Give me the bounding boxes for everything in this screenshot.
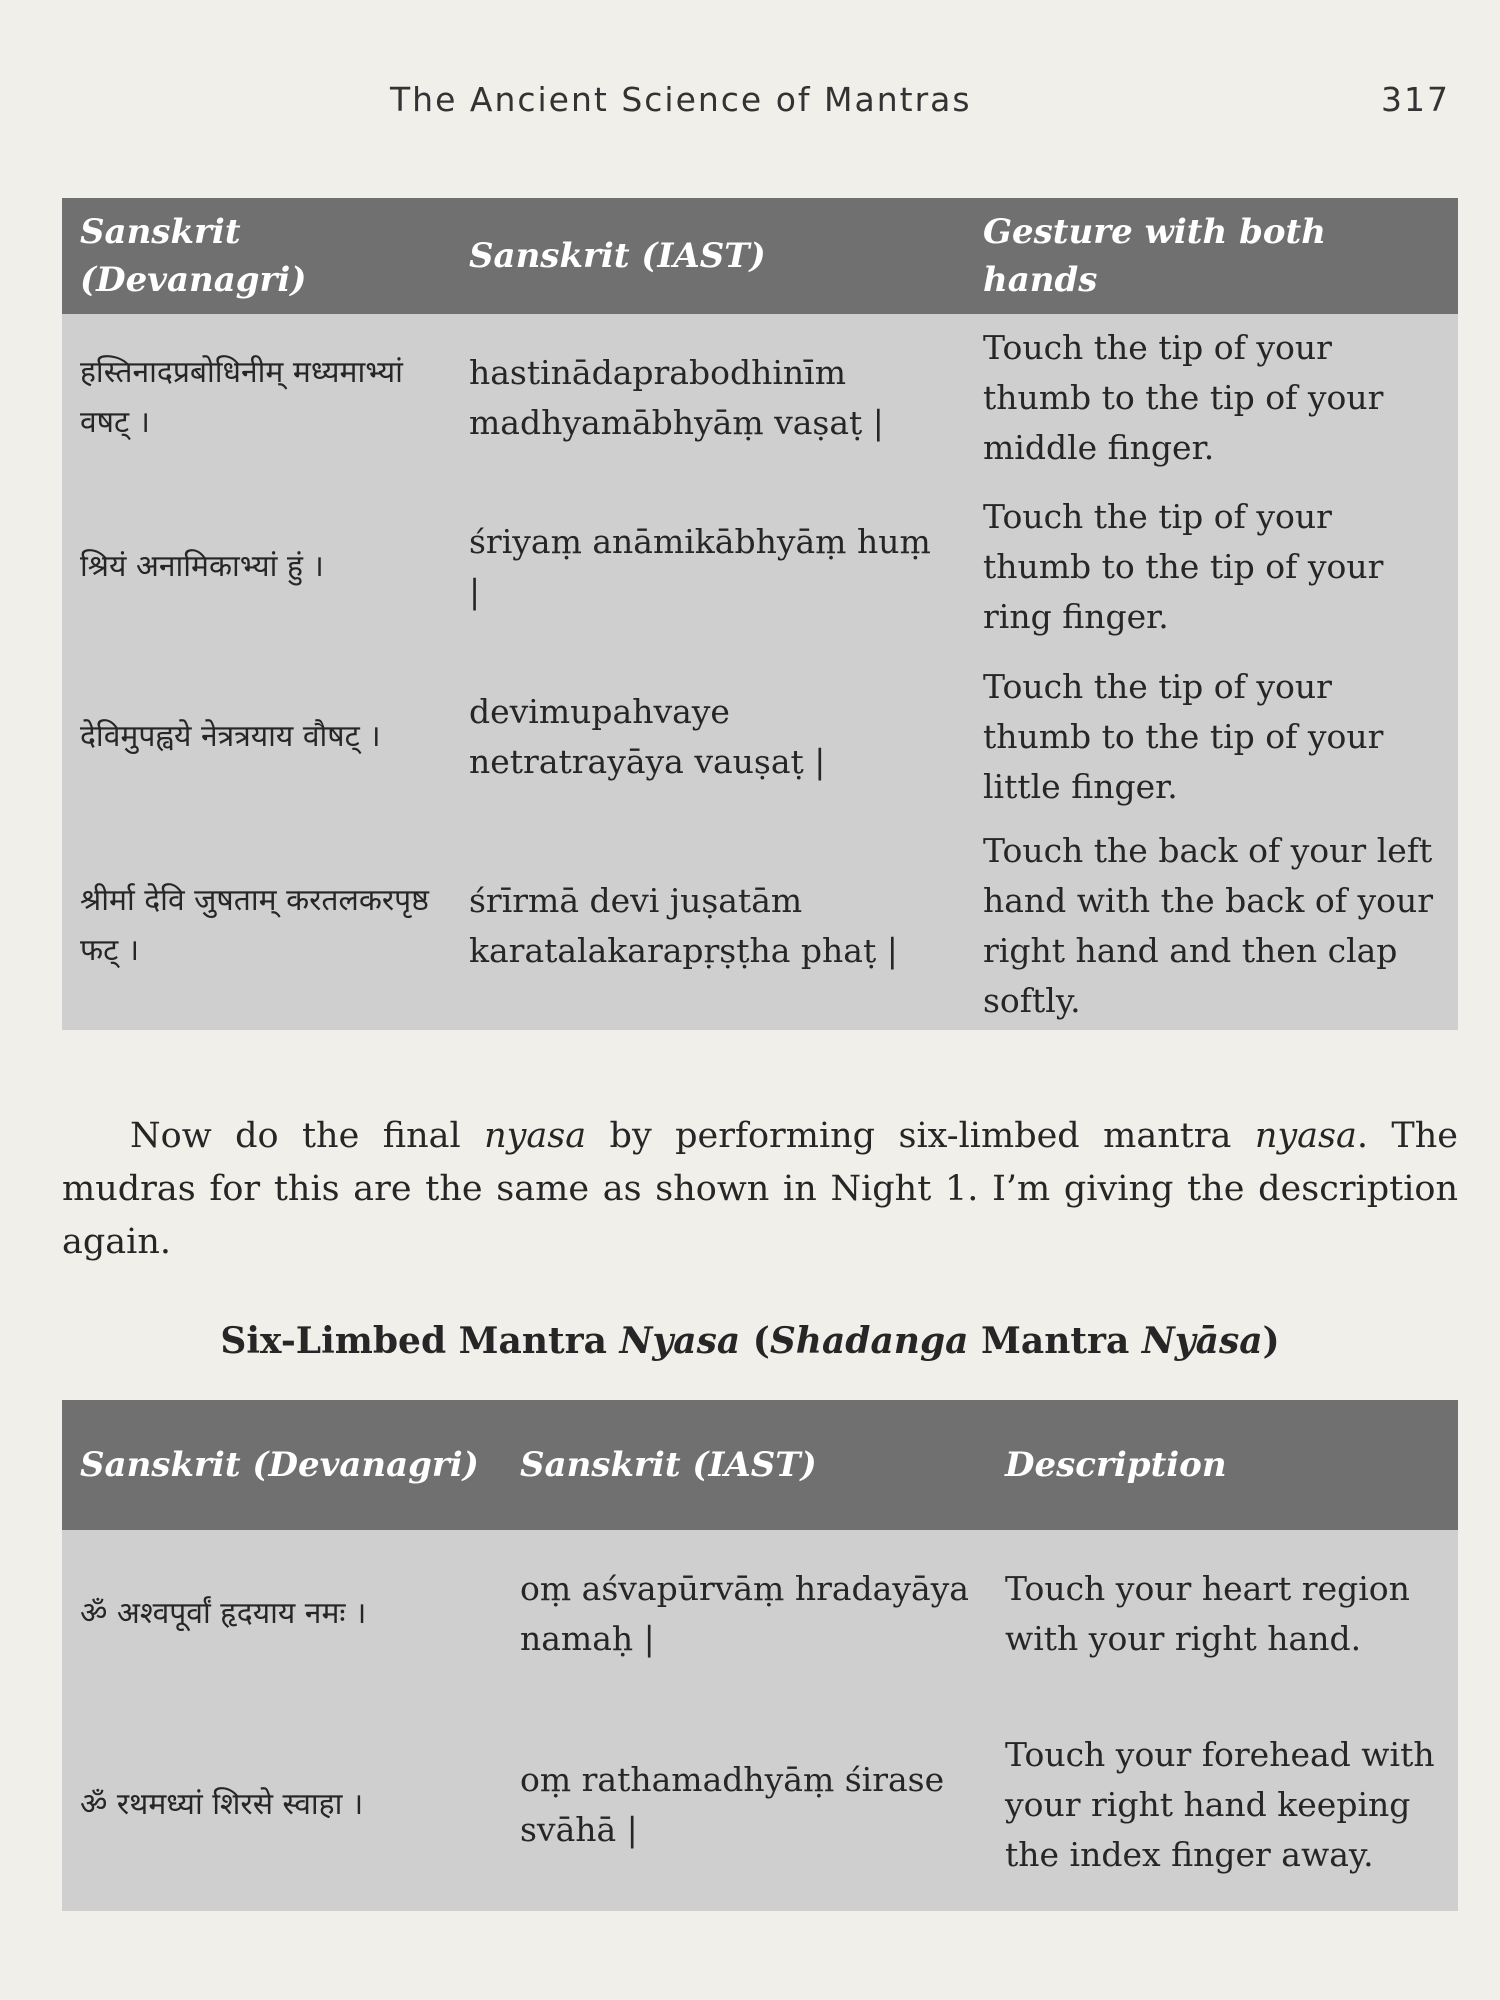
iast-cell: śrīrmā devi juṣatām karatalakarapṛṣṭha phaṭ |	[451, 822, 965, 1030]
devanagari-cell: देविमुपह्वये नेत्रत्रयाय वौषट् ।	[62, 652, 451, 822]
iast-cell: oṃ aśvapūrvāṃ hradayāya namaḥ |	[502, 1530, 987, 1698]
column-header-gesture: Gesture with both hands	[965, 198, 1458, 314]
column-header-iast: Sanskrit (IAST)	[451, 198, 965, 314]
devanagari-cell: श्रियं अनामिकाभ्यां हुं ।	[62, 482, 451, 652]
title-emphasis: Nyasa	[619, 1320, 741, 1362]
table-row	[62, 482, 1458, 652]
paragraph-emphasis: nyasa	[1254, 1116, 1357, 1156]
gesture-cell: Touch the tip of your thumb to the tip of your middle finger.	[965, 314, 1458, 482]
title-emphasis: Shadanga	[769, 1320, 969, 1362]
page-number: 317	[1381, 80, 1450, 119]
table-row	[62, 1530, 1458, 1698]
title-text: Mantra	[968, 1320, 1142, 1362]
title-text: Six-Limbed Mantra	[220, 1320, 620, 1362]
column-header-devanagari: Sanskrit (Devanagri)	[62, 1400, 502, 1530]
paragraph-emphasis: nyasa	[484, 1116, 587, 1156]
description-cell: Touch your heart region with your right hand.	[987, 1530, 1458, 1698]
description-cell: Touch your forehead with your right hand keeping the index finger away.	[987, 1698, 1458, 1911]
devanagari-cell: ॐ रथमध्यां शिरसे स्वाहा ।	[62, 1698, 502, 1911]
table-row	[62, 1698, 1458, 1911]
column-header-devanagari: Sanskrit (Devanagri)	[62, 198, 451, 314]
table-row	[62, 822, 1458, 1030]
title-text: )	[1262, 1320, 1280, 1362]
title-emphasis: Nyāsa	[1141, 1320, 1263, 1362]
gesture-table	[62, 198, 1458, 1030]
iast-cell: devimupahvaye netratrayāya vauṣaṭ |	[451, 652, 965, 822]
table-row	[62, 314, 1458, 482]
paragraph-text: Now do the final	[130, 1116, 485, 1156]
devanagari-cell: श्रीर्मा देवि जुषताम् करतलकरपृष्ठ फट् ।	[62, 822, 451, 1030]
table-header-row	[62, 1400, 1458, 1530]
gesture-cell: Touch the back of your left hand with the back of your right hand and then clap softly.	[965, 822, 1458, 1030]
section-title	[0, 1320, 1500, 1362]
six-limbed-nyasa-table	[62, 1400, 1458, 1911]
paragraph-text: . The mudras for this are the same as shown in Night 1. I’m giving the description again.	[62, 1116, 1458, 1262]
column-header-iast: Sanskrit (IAST)	[502, 1400, 987, 1530]
title-text: (	[740, 1320, 770, 1362]
running-title: The Ancient Science of Mantras	[390, 80, 972, 119]
iast-cell: śriyaṃ anāmikābhyāṃ huṃ |	[451, 482, 965, 652]
iast-cell: hastinādaprabodhinīm madhyamābhyāṃ vaṣaṭ |	[451, 314, 965, 482]
iast-cell: oṃ rathamadhyāṃ śirase svāhā |	[502, 1698, 987, 1911]
table-header-row	[62, 198, 1458, 314]
gesture-cell: Touch the tip of your thumb to the tip of your ring finger.	[965, 482, 1458, 652]
gesture-cell: Touch the tip of your thumb to the tip of your little finger.	[965, 652, 1458, 822]
table-row	[62, 652, 1458, 822]
body-paragraph	[62, 1110, 1458, 1269]
paragraph-text: by performing six-limbed mantra	[586, 1116, 1255, 1156]
devanagari-cell: ॐ अश्वपूर्वां हृदयाय नमः ।	[62, 1530, 502, 1698]
devanagari-cell: हस्तिनादप्रबोधिनीम् मध्यमाभ्यां वषट् ।	[62, 314, 451, 482]
column-header-description: Description	[987, 1400, 1458, 1530]
